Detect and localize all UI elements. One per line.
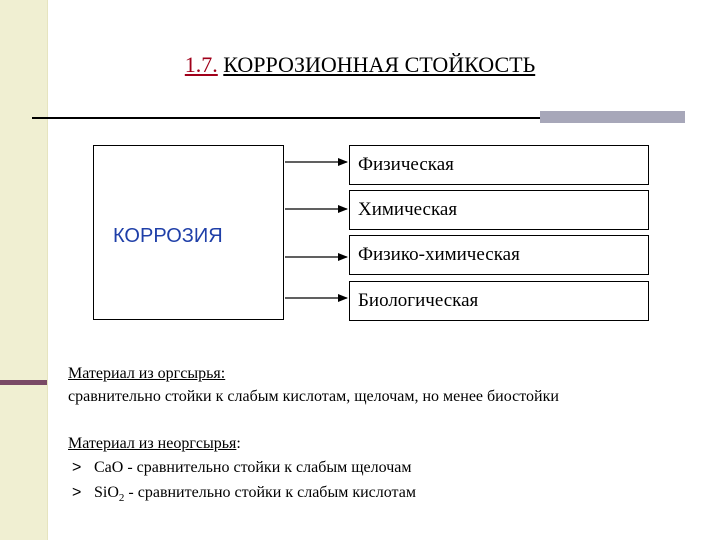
title-text: КОРРОЗИОННАЯ СТОЙКОСТЬ	[223, 52, 536, 77]
formula-cao: CaO	[94, 459, 124, 476]
item-text: - сравнительно стойки к слабым щелочам	[123, 459, 412, 476]
inorg-heading-line	[68, 434, 241, 454]
item-text: - сравнительно стойки к слабым кислотам	[124, 484, 416, 501]
org-heading: Материал из оргсырья:	[68, 365, 226, 382]
formula-sio2	[94, 484, 125, 505]
inorg-colon: :	[236, 435, 241, 452]
corrosion-label: КОРРОЗИЯ	[113, 225, 223, 247]
bullet-marker: >	[72, 484, 82, 501]
formula-base: SiO	[94, 484, 119, 501]
type-box-physical: Физическая	[349, 145, 649, 185]
type-box-chemical: Химическая	[349, 190, 649, 230]
formula-subscript: 2	[118, 492, 125, 505]
org-text: сравнительно стойки к слабым кислотам, щелочам, но менее биостойки	[68, 388, 559, 405]
type-box-physchem: Физико-химическая	[349, 235, 649, 275]
bullet-marker: >	[72, 459, 82, 476]
inorg-heading: Материал из неоргсырья	[68, 435, 237, 452]
type-box-biological: Биологическая	[349, 281, 649, 321]
title-number: 1.7.	[184, 52, 218, 77]
list-item-sio2	[68, 483, 416, 508]
list-item-cao	[68, 458, 412, 478]
